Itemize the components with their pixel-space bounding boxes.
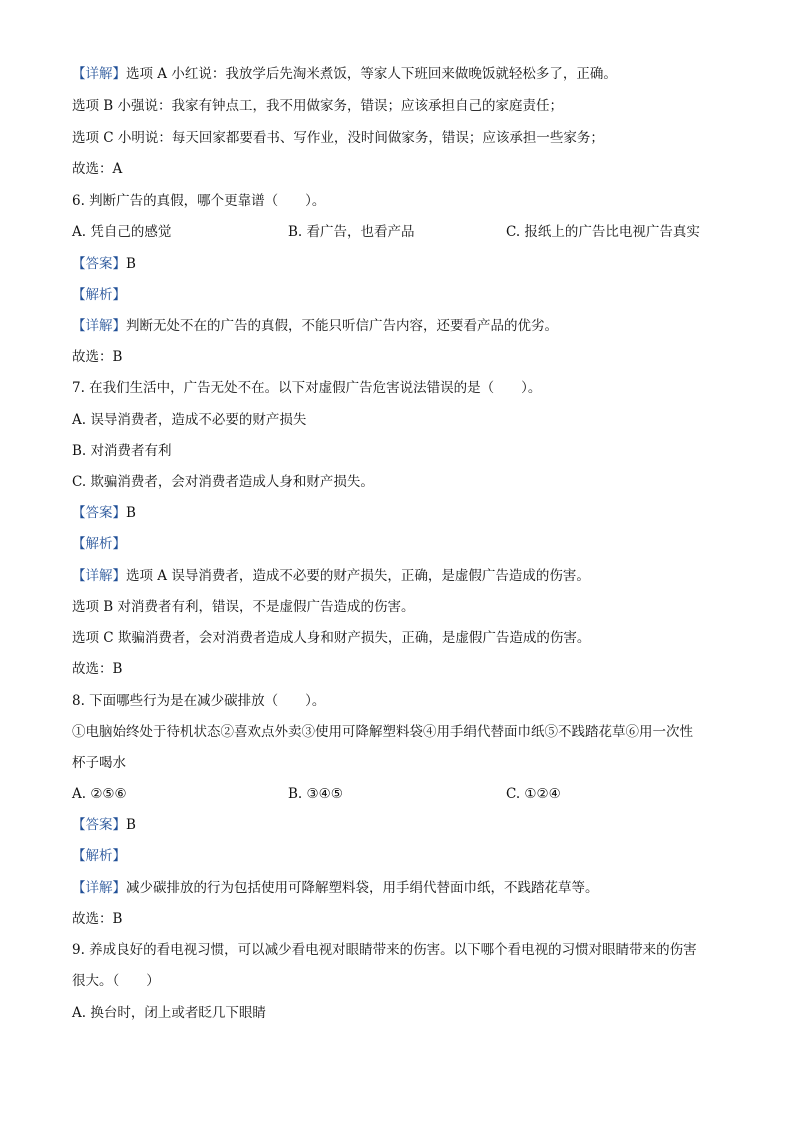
- q7-option-c: C. 欺骗消费者，会对消费者造成人身和财产损失。: [72, 474, 374, 490]
- detail-tag: 【详解】: [72, 66, 126, 82]
- q7-option-b-explanation: 选项 B 对消费者有利，错误，不是虚假广告造成的伤害。: [72, 599, 415, 615]
- q6-detail-line: [72, 316, 558, 336]
- q9-question-line-2: 很大。（ ）: [72, 973, 160, 989]
- q5-option-b-explanation: 选项 B 小强说：我家有钟点工，我不用做家务，错误；应该承担自己的家庭责任；: [72, 98, 564, 114]
- q7-option-c-explanation: 选项 C 欺骗消费者，会对消费者造成人身和财产损失，正确，是虚假广告造成的伤害。: [72, 630, 591, 646]
- q6-final-choice: 故选：B: [72, 349, 123, 365]
- q6-detail-text: 判断无处不在的广告的真假，不能只听信广告内容，还要看产品的优劣。: [126, 318, 558, 334]
- q5-final-choice: 故选：A: [72, 161, 123, 177]
- answer-tag: 【答案】: [72, 505, 126, 521]
- q9-option-a: A. 换台时，闭上或者眨几下眼睛: [72, 1005, 266, 1021]
- q6-analysis-tag: 【解析】: [72, 287, 126, 303]
- q8-answer: B: [126, 817, 136, 833]
- q6-question: 6. 判断广告的真假，哪个更靠谱（ ）。: [72, 193, 326, 209]
- q9-question-line-1: 9. 养成良好的看电视习惯，可以减少看电视对眼睛带来的伤害。以下哪个看电视的习惯对眼睛带来的伤害: [72, 942, 697, 958]
- q8-analysis-tag: 【解析】: [72, 848, 126, 864]
- q8-detail-text: 减少碳排放的行为包括使用可降解塑料袋，用手绢代替面巾纸，不践踏花草等。: [126, 880, 599, 896]
- q5-detail-line: [72, 64, 617, 84]
- q6-option-a: A. 凭自己的感觉: [72, 224, 172, 240]
- q7-analysis-tag: 【解析】: [72, 536, 126, 552]
- detail-tag: 【详解】: [72, 568, 126, 584]
- q7-answer: B: [126, 505, 136, 521]
- q5-option-c-explanation: 选项 C 小明说：每天回家都要看书、写作业，没时间做家务，错误；应该承担一些家务；: [72, 130, 604, 146]
- q8-detail-line: [72, 878, 599, 898]
- q7-detail-text: 选项 A 误导消费者，造成不必要的财产损失，正确，是虚假广告造成的伤害。: [126, 568, 590, 584]
- detail-tag: 【详解】: [72, 318, 126, 334]
- q7-final-choice: 故选：B: [72, 661, 123, 677]
- q8-final-choice: 故选：B: [72, 911, 123, 927]
- answer-tag: 【答案】: [72, 817, 126, 833]
- q7-option-b: B. 对消费者有利: [72, 443, 172, 459]
- q6-answer: B: [126, 256, 136, 272]
- q5-detail-text: 选项 A 小红说：我放学后先淘米煮饭，等家人下班回来做晚饭就轻松多了，正确。: [126, 66, 617, 82]
- q6-option-c: C. 报纸上的广告比电视广告真实: [506, 224, 700, 240]
- q8-question: 8. 下面哪些行为是在减少碳排放（ ）。: [72, 693, 326, 709]
- q8-statement-line-2: 杯子喝水: [72, 755, 126, 771]
- q8-answer-line: [72, 815, 136, 835]
- q7-answer-line: [72, 503, 136, 523]
- q6-option-b: B. 看广告，也看产品: [288, 224, 415, 240]
- answer-tag: 【答案】: [72, 256, 126, 272]
- q8-option-c: C. ①②④: [506, 786, 561, 802]
- q8-statement-line-1: ①电脑始终处于待机状态②喜欢点外卖③使用可降解塑料袋④用手绢代替面巾纸⑤不践踏花草⑥用一次性: [72, 724, 693, 740]
- detail-tag: 【详解】: [72, 880, 126, 896]
- q7-option-a: A. 误导消费者，造成不必要的财产损失: [72, 412, 307, 428]
- q7-detail-line: [72, 566, 590, 586]
- q6-answer-line: [72, 254, 136, 274]
- q8-option-a: A. ②⑤⑥: [72, 786, 127, 802]
- q8-option-b: B. ③④⑤: [288, 786, 343, 802]
- q7-question: 7. 在我们生活中，广告无处不在。以下对虚假广告危害说法错误的是（ ）。: [72, 380, 542, 396]
